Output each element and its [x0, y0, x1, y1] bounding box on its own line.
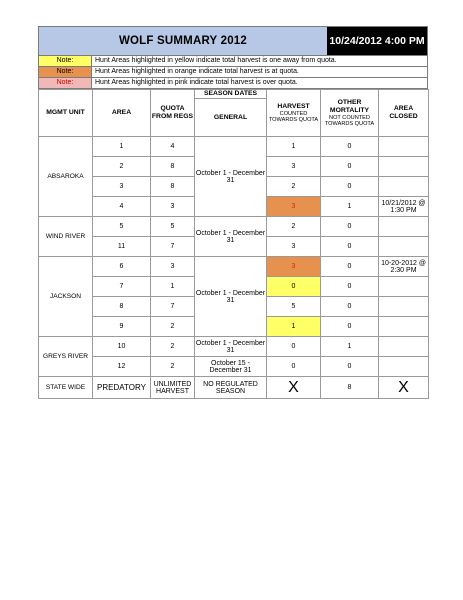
- quota-cell: 7: [151, 237, 195, 257]
- statewide-quota: UNLIMITED HARVEST: [151, 377, 195, 399]
- quota-cell: 3: [151, 257, 195, 277]
- statewide-harvest-x: X: [267, 377, 321, 399]
- table-row: [39, 217, 429, 237]
- other-mortality-cell: 0: [321, 277, 379, 297]
- wolf-summary-sheet: [38, 26, 428, 399]
- area-closed-cell: [379, 357, 429, 377]
- season-wind-river: October 1 - December 31: [195, 217, 267, 257]
- other-mortality-cell: 0: [321, 257, 379, 277]
- area-closed-cell: [379, 337, 429, 357]
- other-mortality-cell: 0: [321, 137, 379, 157]
- quota-cell: 3: [151, 197, 195, 217]
- header-harvest-sub: COUNTED TOWARDS QUOTA: [268, 110, 319, 123]
- note-text-pink: Hunt Areas highlighted in pink indicate total harvest is over quota.: [95, 79, 298, 86]
- area-closed-cell: 10-20-2012 @ 2:30 PM: [379, 257, 429, 277]
- area-closed-cell: [379, 177, 429, 197]
- area-closed-cell: [379, 157, 429, 177]
- quota-cell: 7: [151, 297, 195, 317]
- area-cell: 8: [93, 297, 151, 317]
- statewide-closed-x: X: [379, 377, 429, 399]
- quota-cell: 5: [151, 217, 195, 237]
- table-row: [39, 357, 429, 377]
- page-title: WOLF SUMMARY 2012: [39, 27, 327, 55]
- unit-absaroka: ABSAROKA: [39, 137, 93, 217]
- area-cell: 5: [93, 217, 151, 237]
- other-mortality-cell: 0: [321, 177, 379, 197]
- statewide-season: NO REGULATED SEASON: [195, 377, 267, 399]
- area-cell: 3: [93, 177, 151, 197]
- area-closed-cell: [379, 277, 429, 297]
- other-mortality-cell: 0: [321, 157, 379, 177]
- note-label-yellow: Note:: [39, 56, 92, 66]
- quota-cell: 2: [151, 337, 195, 357]
- table-row-statewide: [39, 377, 429, 399]
- harvest-cell: 3: [267, 157, 321, 177]
- header-mgmt-unit: MGMT UNIT: [39, 90, 93, 137]
- area-cell: 12: [93, 357, 151, 377]
- header-other-mortality-label: OTHER MORTALITY: [329, 98, 370, 114]
- note-orange: [38, 67, 428, 78]
- area-closed-cell: [379, 317, 429, 337]
- other-mortality-cell: 1: [321, 337, 379, 357]
- harvest-cell: 3: [267, 237, 321, 257]
- quota-cell: 4: [151, 137, 195, 157]
- harvest-cell: 1: [267, 137, 321, 157]
- area-closed-cell: 10/21/2012 @ 1:30 PM: [379, 197, 429, 217]
- header-quota: QUOTA FROM REGS: [151, 90, 195, 137]
- harvest-cell: 5: [267, 297, 321, 317]
- area-cell: 10: [93, 337, 151, 357]
- quota-cell: 2: [151, 357, 195, 377]
- statewide-area: PREDATORY: [93, 377, 151, 399]
- note-yellow: [38, 56, 428, 67]
- title-bar: [38, 26, 428, 56]
- quota-cell: 1: [151, 277, 195, 297]
- statewide-other-mortality: 8: [321, 377, 379, 399]
- area-cell: 6: [93, 257, 151, 277]
- wolf-summary-table: [38, 89, 429, 399]
- season-greys-12: October 15 - December 31: [195, 357, 267, 377]
- note-text-yellow: Hunt Areas highlighted in yellow indicate total harvest is one away from quota.: [95, 57, 337, 64]
- quota-cell: 8: [151, 157, 195, 177]
- area-closed-cell: [379, 137, 429, 157]
- other-mortality-cell: 0: [321, 357, 379, 377]
- table-row: [39, 137, 429, 157]
- season-absaroka: October 1 - December 31: [195, 137, 267, 217]
- unit-greys-river: GREYS RIVER: [39, 337, 93, 377]
- area-cell: 4: [93, 197, 151, 217]
- note-pink: [38, 78, 428, 89]
- other-mortality-cell: 0: [321, 317, 379, 337]
- header-harvest: [267, 90, 321, 137]
- harvest-cell: 2: [267, 177, 321, 197]
- unit-state-wide: STATE WIDE: [39, 377, 93, 399]
- area-cell: 9: [93, 317, 151, 337]
- harvest-cell-at-quota: 3: [267, 197, 321, 217]
- table-row: [39, 257, 429, 277]
- area-cell: 7: [93, 277, 151, 297]
- harvest-cell-at-quota: 3: [267, 257, 321, 277]
- harvest-cell: 0: [267, 337, 321, 357]
- area-closed-cell: [379, 297, 429, 317]
- header-general: GENERAL: [195, 99, 267, 137]
- area-cell: 2: [93, 157, 151, 177]
- area-closed-cell: [379, 237, 429, 257]
- other-mortality-cell: 1: [321, 197, 379, 217]
- header-other-mortality: [321, 90, 379, 137]
- season-jackson: October 1 - December 31: [195, 257, 267, 337]
- quota-cell: 2: [151, 317, 195, 337]
- area-cell: 1: [93, 137, 151, 157]
- area-cell: 11: [93, 237, 151, 257]
- quota-cell: 8: [151, 177, 195, 197]
- unit-jackson: JACKSON: [39, 257, 93, 337]
- other-mortality-cell: 0: [321, 217, 379, 237]
- other-mortality-cell: 0: [321, 297, 379, 317]
- unit-wind-river: WIND RIVER: [39, 217, 93, 257]
- header-other-mortality-sub: NOT COUNTED TOWARDS QUOTA: [324, 114, 375, 127]
- harvest-cell-near-quota: 1: [267, 317, 321, 337]
- table-row: [39, 337, 429, 357]
- harvest-cell: 0: [267, 357, 321, 377]
- note-label-orange: Note:: [39, 67, 92, 77]
- harvest-cell: 2: [267, 217, 321, 237]
- report-datetime: 10/24/2012 4:00 PM: [327, 27, 427, 55]
- other-mortality-cell: 0: [321, 237, 379, 257]
- note-text-orange: Hunt Areas highlighted in orange indicate total harvest is at quota.: [95, 68, 299, 75]
- note-label-pink: Note:: [39, 78, 92, 88]
- header-area: AREA: [93, 90, 151, 137]
- header-harvest-label: HARVEST: [277, 102, 310, 110]
- season-greys-10: October 1 - December 31: [195, 337, 267, 357]
- harvest-cell-near-quota: 0: [267, 277, 321, 297]
- header-area-closed: AREA CLOSED: [379, 90, 429, 137]
- header-season-dates: SEASON DATES: [195, 90, 267, 99]
- area-closed-cell: [379, 217, 429, 237]
